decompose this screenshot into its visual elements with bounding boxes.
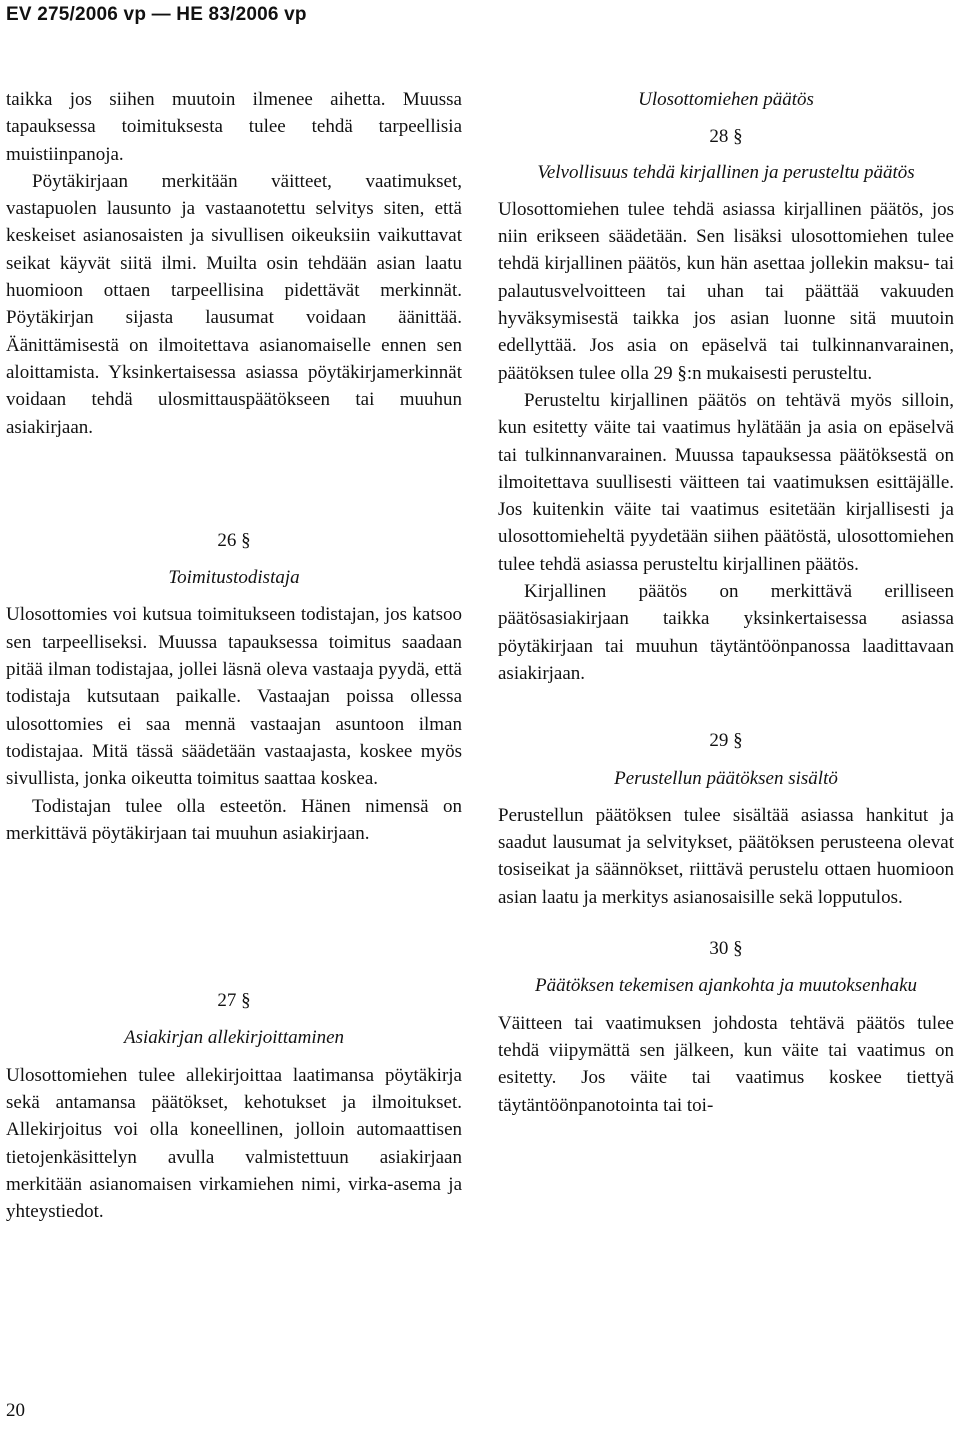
paragraph: Perusteltu kirjallinen päätös on tehtävä myös silloin, kun esitetty väite tai vaatimus hylätään ja asia on epäselvä tai tulkinnanvarainen. Muussa tapauksessa päätöksestä on ilmoitettava suullisesti väitteen tai vaatimuksen esittäjälle. Jos kuitenkin väite tai vaatimus esitetään kirjallisesti ja ulosottomieheltä pyydetään siihen päätöstä, ulosottomiehen tulee tehdä asiassa perusteltu kirjallinen päätös.: [498, 389, 954, 575]
paragraph: Ulosottomiehen tulee allekirjoittaa laatimansa pöytäkirja sekä antamansa päätökset, kehotukset ja ilmoitukset. Allekirjoitus voi olla koneellinen, jolloin automaattisen tietojenkäsittelyn avulla valmistettuun asiakirjaan merkitään asianomaisen virkamiehen nimi, virka-asema ja yhteystiedot.: [6, 1064, 462, 1223]
chapter-heading: Ulosottomiehen päätös: [638, 89, 814, 110]
section-title-26: Toimitustodistaja: [168, 567, 300, 589]
paragraph: Pöytäkirjaan merkitään väitteet, vaatimukset, vastapuolen lausunto ja vastaanotettu selvitys siten, että keskeiset asianosaisten ja sivullisen oikeuksiin vaikuttavat seikat käyvät siitä ilmi. Muilta osin tehdään asian laatu huomioon ottaen tarpeellisina pidettävät merkinnät. Pöytäkirjan sijasta lausumat voidaan äänittää. Äänittämisestä on ilmoitettava asianomaiselle ennen sen aloittamista. Yksinkertaisessa asiassa pöytäkirjamerkinnät voidaan tehdä ulosmittauspäätökseen tai muuhun asiakirjaan.: [6, 170, 462, 438]
paragraph: Ulosottomiehen tulee tehdä asiassa kirjallinen päätös, jos niin erikseen säädetään. Sen lisäksi ulosottomiehen tulee tehdä kirjallinen päätös, kun hän asettaa jollekin maksu- tai palautusvelvoitteen tai uhan tai päättää vakuuden hyväksymisestä taikka jos asian luonne sitä muutoin edellyttää. Jos asia on epäselvä tai tulkinnanvarainen, päätöksen tulee olla 29 §:n mukaisesti perusteltu.: [498, 198, 954, 384]
right-column: [498, 86, 954, 1119]
section-title-28: Velvollisuus tehdä kirjallinen ja perusteltu päätös: [537, 161, 915, 183]
document-header: EV 275/2006 vp — HE 83/2006 vp: [6, 4, 307, 25]
section-number-26: 26 §: [217, 529, 251, 551]
section-number-29: 29 §: [709, 730, 743, 752]
section-number-27: 27 §: [217, 990, 251, 1012]
paragraph: Perustellun päätöksen tulee sisältää asiassa hankitut ja saadut lausumat ja selvitykset, päätöksen perusteena olevat tosiseikat ja säännökset, riittävä perustelu ottaen huomioon asian laatu ja merkitys asianosaisille sekä lopputulos.: [498, 804, 954, 908]
paragraph: taikka jos siihen muutoin ilmenee aihetta. Muussa tapauksessa toimituksesta tulee tehdä tarpeellisia muistiinpanoja.: [6, 89, 462, 165]
section-title-27: Asiakirjan allekirjoittaminen: [123, 1027, 345, 1049]
section-title-29: Perustellun päätöksen sisältö: [614, 767, 838, 789]
section-number-28: 28 §: [709, 126, 743, 148]
page-number: 20: [6, 1400, 25, 1421]
section-title-30: Päätöksen tekemisen ajankohta ja muutoksenhaku: [534, 975, 917, 997]
paragraph: Todistajan tulee olla esteetön. Hänen nimensä on merkittävä pöytäkirjaan tai muuhun asiakirjaan.: [6, 795, 462, 844]
left-column: [6, 86, 462, 1226]
section-number-30: 30 §: [709, 938, 743, 960]
paragraph: Väitteen tai vaatimuksen johdosta tehtävä päätös tulee tehdä viipymättä sen jälkeen, kun väite tai vaatimus on esitetty. Jos väite tai vaatimus koskee tiettyä täytäntöönpanotointa tai toi-: [498, 1012, 954, 1116]
paragraph: Ulosottomies voi kutsua toimitukseen todistajan, jos katsoo sen tarpeelliseksi. Muussa tapauksessa toimitus saadaan pitää ilman todistajaa, jollei läsnä oleva vastaaja pyydä, että todistaja kutsutaan paikalle. Vastaajan poissa ollessa ulosottomies ei saa mennä vastaajan asuntoon ilman todistajaa. Mitä tässä säädetään vastaajasta, koskee myös sivullista, jonka oikeutta toimitus saattaa koskea.: [6, 604, 462, 790]
paragraph: Kirjallinen päätös on merkittävä erilliseen päätösasiakirjaan taikka yksinkertaisessa asiassa pöytäkirjaan tai muuhun täytäntöönpanossa laadittavaan asiakirjaan.: [498, 581, 954, 684]
